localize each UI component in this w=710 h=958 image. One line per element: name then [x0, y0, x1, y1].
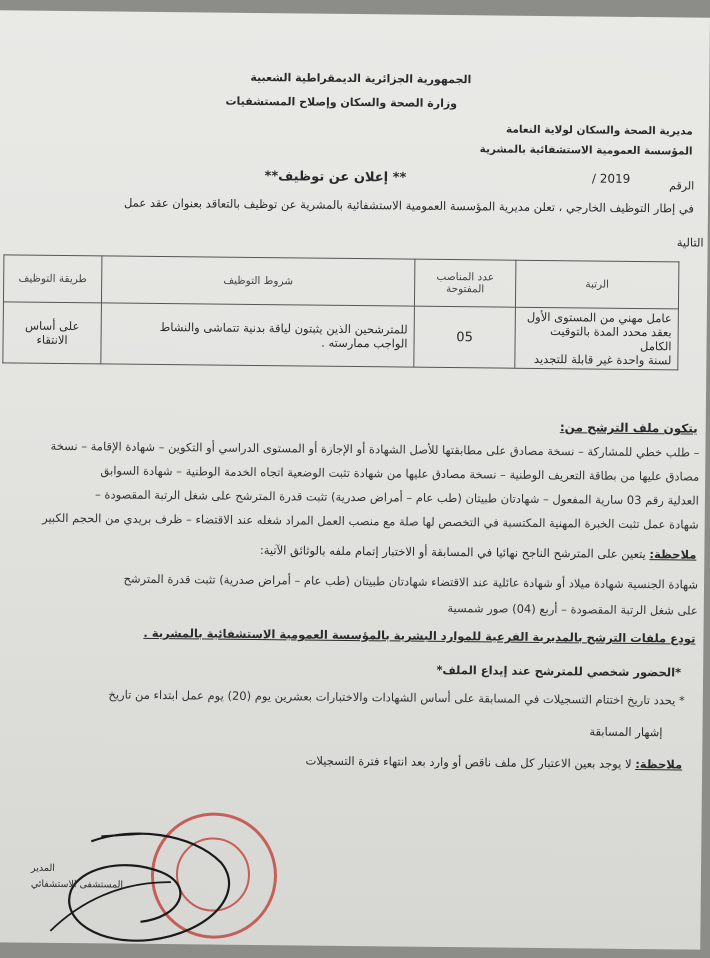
intro-line-1: في إطار التوظيف الخارجي ، تعلن مديرية المؤسسة العمومية الاستشفائية بالمشرية عن توظيف بالتعاقد بعنوان عقد عمل	[123, 195, 695, 216]
conditions-line-2: الواجب ممارسته .	[321, 335, 408, 351]
grade-line-2: بعقد محدد المدة بالتوقيت الكامل	[550, 324, 672, 354]
table-header-conditions: شروط التوظيف	[101, 256, 414, 306]
header-date: 2019 /	[591, 171, 631, 186]
deposit-line: تودع ملفات الترشح بالمديرية الفرعية للموارد البشرية بالمؤسسة العمومية الاستشفائية بالمشرية .	[143, 625, 696, 646]
jobs-table	[2, 254, 679, 370]
file-line-2: مصادق عليها من بطاقة التعريف الوطنية – نسخة مصادق عليها من شهادة تثبت الوضعية اتجاه الخدمة الوطنية – شهادة السوابق	[100, 463, 700, 484]
table-header-grade: الرتبة	[515, 260, 678, 309]
conditions-line-1: للمترشحين الذين يثبتون لياقة بدنية تتماشى والنشاط	[159, 319, 408, 337]
table-header-row	[3, 255, 678, 309]
signature-line-1: المدير	[30, 862, 56, 874]
table-row	[3, 302, 679, 370]
table-cell-method: على أساس الانتقاء	[3, 302, 102, 364]
presence-line: *الحضور شخصي للمترشح عند إيداع الملف*	[436, 662, 682, 680]
intro-line-2: التالية	[676, 235, 704, 250]
page-title: ** إعلان عن توظيف**	[264, 169, 407, 186]
grade-line-1: عامل مهني من المستوى الأول	[526, 309, 672, 326]
file-line-1: – طلب خطي للمشاركة – نسخة مصادق على مطابقتها للأصل الشهادة أو الإجازة أو المستوى الدراسي أو التكوين – شهادة الإقامة – نسخة	[50, 438, 700, 460]
note2	[305, 754, 682, 772]
file-line-4: شهادة عمل تثبت الخبرة المهنية المكتسبة في التخصص لها صلة مع منصب العمل المراد شغله عند الاقتضاء – ظرف بريدي من الحجم الكبير	[42, 510, 699, 532]
deadline-line-2: إشهار المسابقة	[589, 724, 663, 740]
note2-heading: ملاحظة:	[635, 756, 683, 772]
note1-text: يتعين على المترشح الناجح نهائيا في المسابقة أو الاختبار إتمام ملفه بالوثائق الآتية:	[259, 543, 646, 562]
signature-line-2: المستشفى الاستشفائي	[30, 878, 124, 891]
file-heading: يتكون ملف الترشح من:	[559, 420, 698, 436]
note1-line-1: شهادة الجنسية شهادة ميلاد أو شهادة عائلية عند الاقتضاء شهادتان طبيتان (طب عام – أمراض صدرية) تثبت قدرة المترشح	[123, 571, 699, 592]
table-cell-count: 05	[414, 306, 516, 368]
deadline-line-1: * يحدد تاريخ اختتام التسجيلات في المسابقة على أساس الشهادات والاختبارات بعشرين يوم (20) يوم عمل ابتداء من تاريخ	[108, 687, 685, 708]
header-reference-label: الرقم	[669, 179, 695, 193]
header-right-line1: مديرية الصحة والسكان لولاية النعامة	[505, 123, 693, 138]
note1-heading: ملاحظة:	[649, 547, 697, 562]
table-header-count: عدد المناصب المفتوحة	[414, 259, 515, 307]
note2-text: لا يوجد بعين الاعتبار كل ملف ناقص أو وارد بعد انتهاء فترة التسجيلات	[305, 753, 632, 771]
file-line-3: العدلية رقم 03 سارية المفعول – شهادتان طبيتان (طب عام – أمراض صدرية) تثبت قدرة المترشح على شغل الرتبة المقصودة –	[94, 487, 699, 508]
note1-line-2: على شغل الرتبة المقصودة – أربع (04) صور شمسية	[447, 601, 698, 618]
table-cell-grade	[515, 307, 679, 370]
table-header-method: طريقة التوظيف	[3, 255, 101, 303]
header-republic: الجمهورية الجزائرية الديمقراطية الشعبية	[250, 70, 472, 87]
header-ministry: وزارة الصحة والسكان وإصلاح المستشفيات	[225, 94, 458, 111]
grade-line-3: لسنة واحدة غير قابلة للتجديد	[533, 351, 672, 368]
note1	[260, 543, 697, 562]
table-cell-conditions	[101, 303, 415, 367]
document-page	[0, 10, 710, 949]
header-right-line2: المؤسسة العمومية الاستشفائية بالمشرية	[479, 143, 693, 158]
